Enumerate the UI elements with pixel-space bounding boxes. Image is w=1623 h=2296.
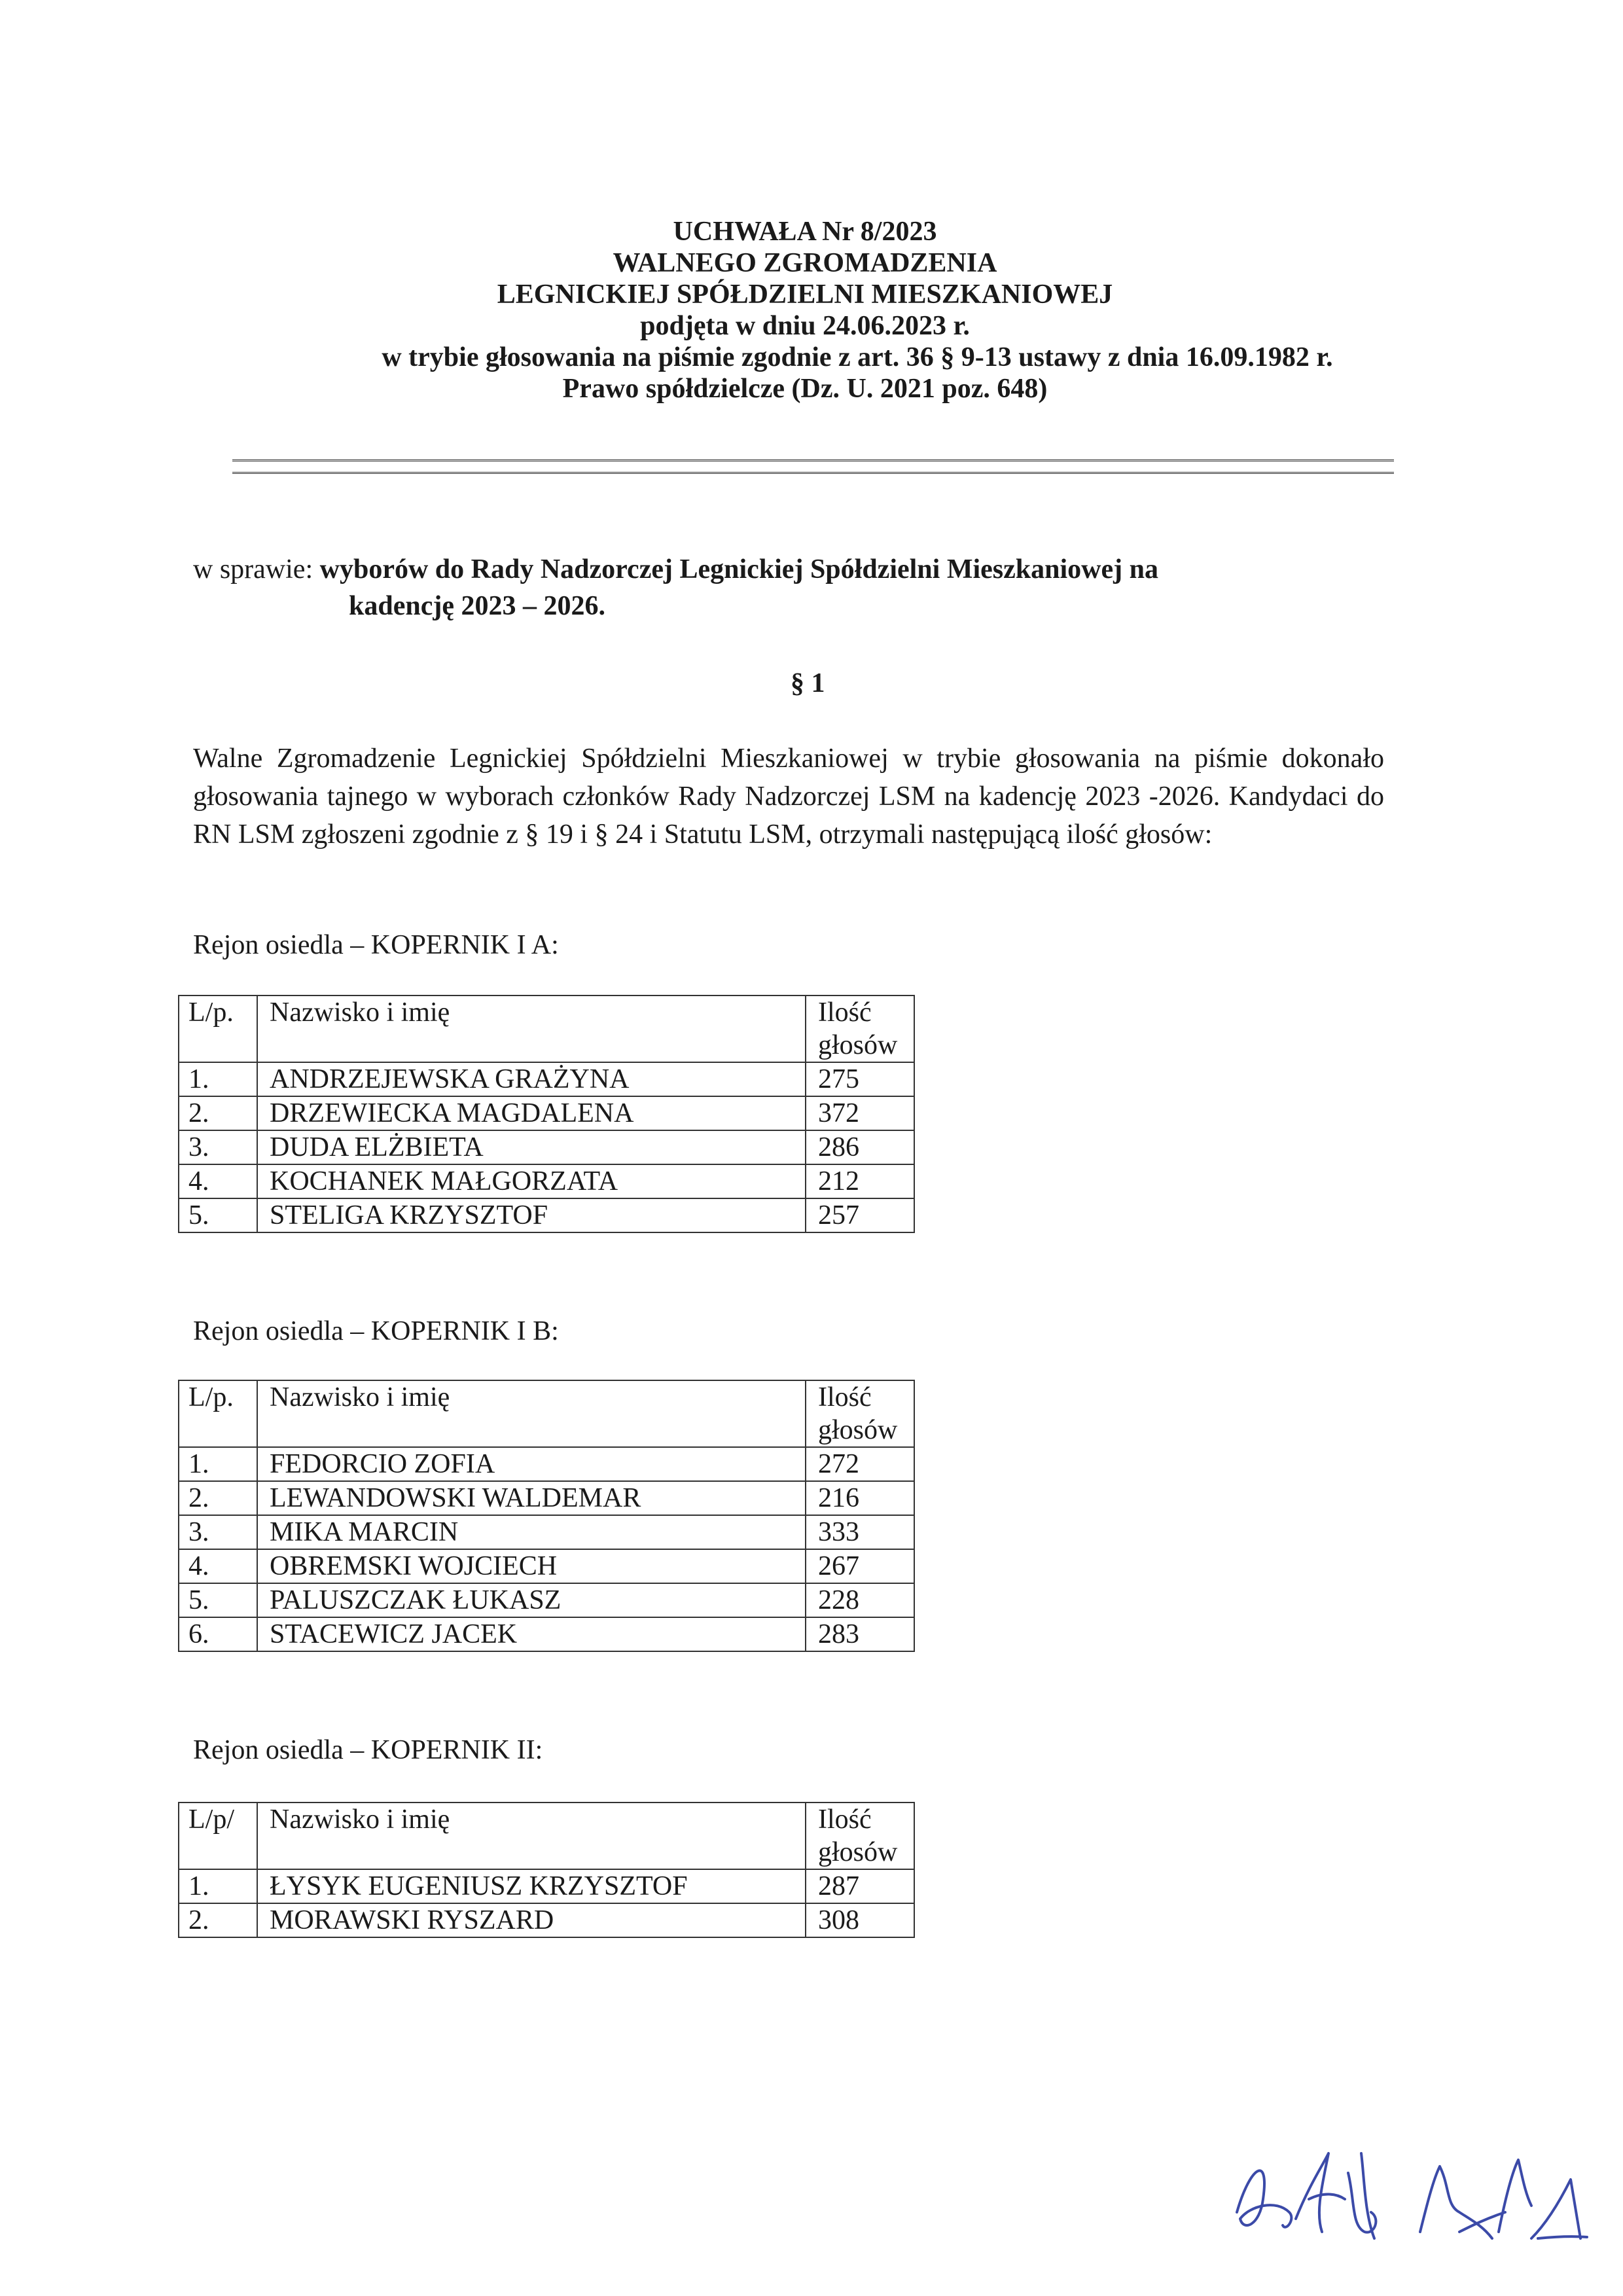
column-header-name: Nazwisko i imię: [257, 1380, 806, 1447]
vote-count: 286: [806, 1130, 914, 1164]
matter-label: w sprawie:: [193, 554, 313, 584]
resolution-matter: [193, 551, 1436, 624]
column-header-count: [806, 1803, 914, 1869]
handwritten-initials: [1224, 2127, 1590, 2258]
candidate-name: LEWANDOWSKI WALDEMAR: [257, 1481, 806, 1515]
candidate-name: DRZEWIECKA MAGDALENA: [257, 1096, 806, 1130]
vote-count: 275: [806, 1062, 914, 1096]
table-row: [179, 1583, 914, 1617]
vote-count: 228: [806, 1583, 914, 1617]
candidate-name: STELIGA KRZYSZTOF: [257, 1198, 806, 1232]
votes-table: [178, 1802, 915, 1938]
legal-act: Prawo spółdzielcze (Dz. U. 2021 poz. 648): [562, 374, 1048, 404]
region-title: Rejon osiedla – KOPERNIK I B:: [193, 1316, 559, 1346]
candidate-name: STACEWICZ JACEK: [257, 1617, 806, 1651]
candidate-name: ŁYSYK EUGENIUSZ KRZYSZTOF: [257, 1869, 806, 1903]
row-number: 2.: [179, 1903, 257, 1937]
column-header-count-line1: Ilość: [818, 997, 872, 1028]
candidate-name: PALUSZCZAK ŁUKASZ: [257, 1583, 806, 1617]
column-header-count: [806, 996, 914, 1062]
table-row: [179, 1617, 914, 1651]
table-row: [179, 1062, 914, 1096]
column-header-name: Nazwisko i imię: [257, 996, 806, 1062]
column-header-count-line1: Ilość: [818, 1382, 872, 1412]
table-row: [179, 1130, 914, 1164]
vote-count: 287: [806, 1869, 914, 1903]
region-title: Rejon osiedla – KOPERNIK I A:: [193, 930, 559, 960]
candidate-name: KOCHANEK MAŁGORZATA: [257, 1164, 806, 1198]
table-row: [179, 1869, 914, 1903]
candidate-name: OBREMSKI WOJCIECH: [257, 1549, 806, 1583]
row-number: 4.: [179, 1164, 257, 1198]
table-header-row: [179, 1380, 914, 1447]
row-number: 2.: [179, 1096, 257, 1130]
region-title: Rejon osiedla – KOPERNIK II:: [193, 1735, 543, 1765]
table-row: [179, 1447, 914, 1481]
vote-count: 272: [806, 1447, 914, 1481]
table-row: [179, 1481, 914, 1515]
column-header-count-line1: Ilość: [818, 1804, 872, 1835]
table-row: [179, 1198, 914, 1232]
section-heading: § 1: [791, 668, 825, 698]
matter-subject: wyborów do Rady Nadzorczej Legnickiej Spółdzielni Mieszkaniowej na: [319, 554, 1158, 584]
candidate-name: MIKA MARCIN: [257, 1515, 806, 1549]
row-number: 2.: [179, 1481, 257, 1515]
vote-count: 283: [806, 1617, 914, 1651]
column-header-lp: L/p/: [179, 1803, 257, 1869]
table-row: [179, 1549, 914, 1583]
row-number: 3.: [179, 1130, 257, 1164]
vote-count: 212: [806, 1164, 914, 1198]
legal-basis: w trybie głosowania na piśmie zgodnie z art. 36 § 9-13 ustawy z dnia 16.09.1982 r.: [382, 342, 1333, 372]
column-header-lp: L/p.: [179, 996, 257, 1062]
resolution-header: [0, 216, 1623, 404]
column-header-lp: L/p.: [179, 1380, 257, 1447]
column-header-count: [806, 1380, 914, 1447]
column-header-count-line2: głosów: [818, 1030, 898, 1060]
vote-count: 308: [806, 1903, 914, 1937]
votes-table: [178, 1380, 915, 1652]
adoption-date: podjęta w dniu 24.06.2023 r.: [640, 311, 970, 341]
candidate-name: MORAWSKI RYSZARD: [257, 1903, 806, 1937]
vote-count: 372: [806, 1096, 914, 1130]
cooperative-name: LEGNICKIEJ SPÓŁDZIELNI MIESZKANIOWEJ: [497, 279, 1113, 310]
matter-subject-continued: kadencję 2023 – 2026.: [349, 591, 605, 621]
row-number: 4.: [179, 1549, 257, 1583]
candidate-name: DUDA ELŻBIETA: [257, 1130, 806, 1164]
table-row: [179, 1096, 914, 1130]
vote-count: 267: [806, 1549, 914, 1583]
row-number: 5.: [179, 1583, 257, 1617]
header-separator: [232, 459, 1394, 474]
table-row: [179, 1164, 914, 1198]
table-header-row: [179, 1803, 914, 1869]
row-number: 1.: [179, 1869, 257, 1903]
body-paragraph: Walne Zgromadzenie Legnickiej Spółdzielni Mieszkaniowej w trybie głosowania na piśmie dokonało głosowania tajnego w wyborach członków Rady Nadzorczej LSM na kadencję 2023 -2026. Kandydaci do RN LSM zgłoszeni zgodnie z § 19 i § 24 i Statutu LSM, otrzymali następującą ilość głosów:: [193, 744, 1384, 850]
table-row: [179, 1515, 914, 1549]
column-header-count-line2: głosów: [818, 1415, 898, 1445]
vote-count: 333: [806, 1515, 914, 1549]
vote-count: 257: [806, 1198, 914, 1232]
column-header-count-line2: głosów: [818, 1837, 898, 1867]
vote-count: 216: [806, 1481, 914, 1515]
row-number: 3.: [179, 1515, 257, 1549]
row-number: 5.: [179, 1198, 257, 1232]
candidate-name: ANDRZEJEWSKA GRAŻYNA: [257, 1062, 806, 1096]
votes-table: [178, 995, 915, 1233]
assembly-name: WALNEGO ZGROMADZENIA: [613, 248, 997, 278]
column-header-name: Nazwisko i imię: [257, 1803, 806, 1869]
resolution-title: UCHWAŁA Nr 8/2023: [673, 217, 937, 247]
row-number: 1.: [179, 1447, 257, 1481]
row-number: 6.: [179, 1617, 257, 1651]
candidate-name: FEDORCIO ZOFIA: [257, 1447, 806, 1481]
table-row: [179, 1903, 914, 1937]
table-header-row: [179, 996, 914, 1062]
row-number: 1.: [179, 1062, 257, 1096]
